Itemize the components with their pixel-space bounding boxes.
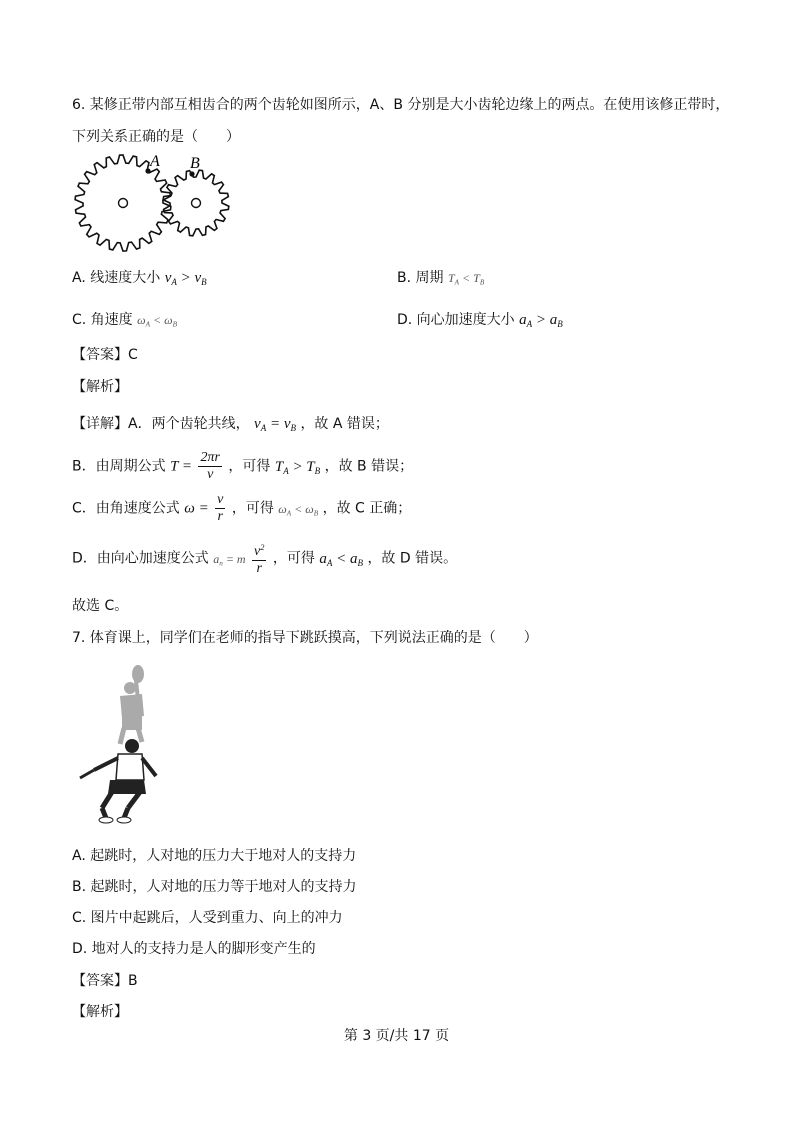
q6-option-c: C. 角速度 $\omega_A < \omega_B$ xyxy=(72,312,177,329)
page-footer: 第 3 页/共 17 页 xyxy=(343,1028,450,1044)
q6-option-b: B. 周期 $T_A < T_B$ xyxy=(397,270,485,287)
q6-answer: 【答案】C xyxy=(72,347,138,363)
q6-option-a: A. 线速度大小 $v_A > v_B$ xyxy=(72,270,207,288)
q7-analysis-tag: 【解析】 xyxy=(72,1004,128,1020)
q6-stem-line2: 下列关系正确的是（ ） xyxy=(72,129,240,145)
point-b-label: B xyxy=(190,155,200,172)
q7-answer: 【答案】B xyxy=(72,973,138,989)
q6-detail-d: D．由向心加速度公式 $a_n = m$ $\frac{v^2}{r}$ ，可得 $a_A < a_B$ ，故 D 错误。 xyxy=(72,540,457,574)
q6-option-d: D. 向心加速度大小 $a_A > a_B$ xyxy=(397,312,563,330)
q7-option-a: A. 起跳时，人对地的压力大于地对人的支持力 xyxy=(72,848,357,864)
q7-option-d: D. 地对人的支持力是人的脚形变产生的 xyxy=(72,941,316,957)
q6-detail-a: 【详解】A．两个齿轮共线， $v_A = v_B$ ，故 A 错误； xyxy=(72,416,389,434)
q6-stem-line1: 6. 某修正带内部互相齿合的两个齿轮如图所示，A、B 分别是大小齿轮边缘上的两点。在使用该修正带时， xyxy=(72,97,730,113)
q6-analysis-tag: 【解析】 xyxy=(72,379,128,395)
small-gear xyxy=(163,170,229,236)
q7-stem: 7. 体育课上，同学们在老师的指导下跳跃摸高，下列说法正确的是（ ） xyxy=(72,630,538,646)
point-a-label: A xyxy=(150,153,160,170)
q6-detail-b: B．由周期公式 T = $\frac{2\pi r}{v}$ ，可得 $T_A > T_B$ ，故 B 错误； xyxy=(72,450,414,482)
jump-reach-photo xyxy=(72,658,172,826)
q7-option-b: B. 起跳时，人对地的压力等于地对人的支持力 xyxy=(72,879,357,895)
q6-conclusion: 故选 C。 xyxy=(72,598,129,614)
small-gear-axle xyxy=(192,199,201,208)
point-b-dot xyxy=(189,171,194,176)
large-gear-axle xyxy=(119,199,128,208)
gears-figure xyxy=(70,150,240,255)
q7-option-c: C. 图片中起跳后，人受到重力、向上的冲力 xyxy=(72,910,343,926)
q6-detail-c: C．由角速度公式 ω = $\frac{v}{r}$ ，可得 $\omega_A < \omega_B$ ，故 C 正确； xyxy=(72,492,412,524)
